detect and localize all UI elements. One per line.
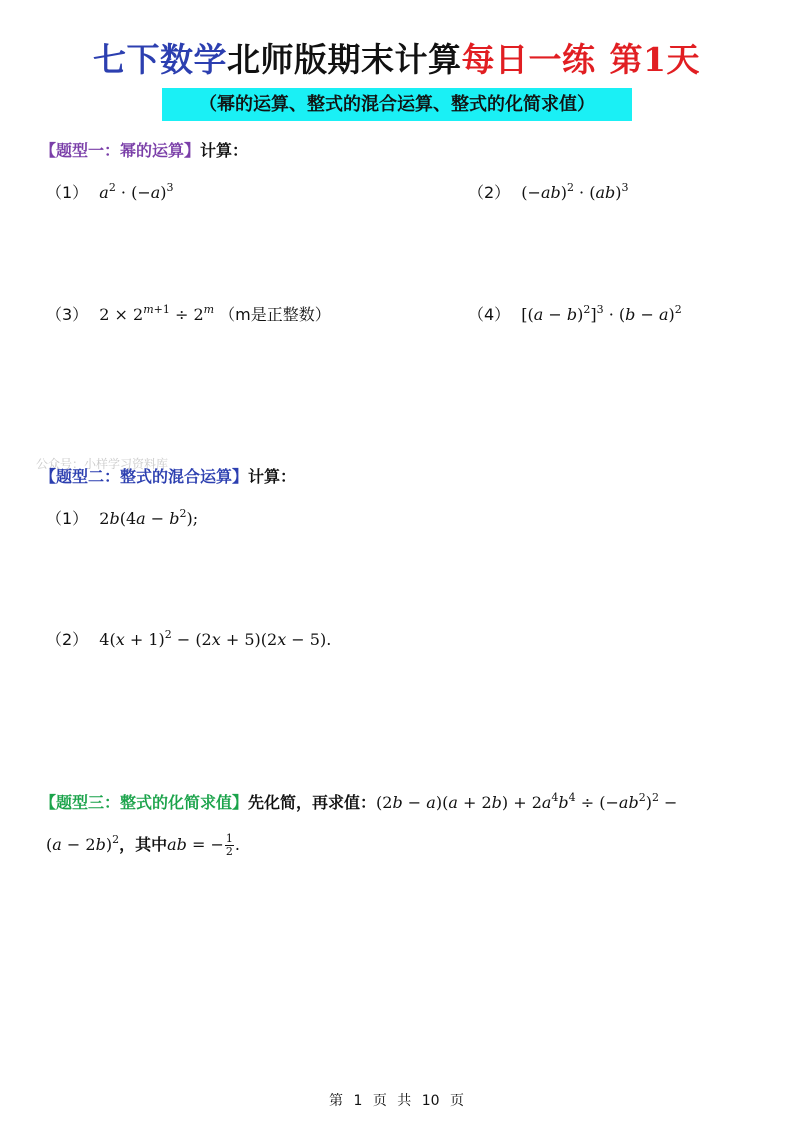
- title-grade: 七下数学: [93, 40, 228, 79]
- problem-1-4: [468, 302, 682, 325]
- problem-number: （2）: [46, 630, 89, 649]
- problem-2-2: [46, 627, 331, 650]
- problem-expression-line2: $(a - 2b)^2$: [46, 833, 120, 854]
- problem-expression: $[(a - b)^2]^3 \cdot (b - a)^2$: [521, 303, 682, 324]
- problem-number: （3）: [46, 305, 89, 324]
- condition-text: ，其中: [119, 835, 168, 854]
- page-subtitle: （幂的运算、整式的混合运算、整式的化简求值）: [162, 88, 632, 121]
- fraction-one-half: $\frac{1}{2}$: [225, 832, 233, 858]
- footer-page-number: 1: [353, 1093, 363, 1109]
- section-tag: 【题型一：幂的运算】: [40, 141, 201, 160]
- problem-expression: $a^2 \cdot (-a)^3$: [99, 181, 174, 202]
- condition-expression: ab = − $\frac{1}{2}$ .: [167, 832, 240, 858]
- section-tag: 【题型二：整式的混合运算】: [40, 467, 249, 486]
- problem-number: （1）: [46, 509, 89, 528]
- problem-number: （2）: [468, 183, 511, 202]
- section-heading-powers: [40, 138, 248, 161]
- footer-total-unit: 页: [450, 1093, 464, 1109]
- problem-expression: $2 \times 2^{m+1} \div 2^m$: [99, 303, 215, 324]
- title-day: 第1天: [609, 40, 700, 79]
- page-title: [0, 38, 793, 82]
- problem-expression: $4(x + 1)^2 - (2x + 5)(2x - 5)$.: [99, 628, 332, 649]
- problem-expression-line1: $(2b - a)(a + 2b) + 2a^4b^4 \div (-ab^2)^2$ −: [376, 791, 678, 812]
- problem-expression: $2b(4a - b^2)$;: [99, 507, 199, 528]
- problem-number: （4）: [468, 305, 511, 324]
- problem-expression: $(-ab)^2 \cdot (ab)^3$: [521, 181, 629, 202]
- section-instruction: 计算：: [200, 141, 249, 160]
- problem-number: （1）: [46, 183, 89, 202]
- title-topic: 北师版期末计算: [227, 40, 462, 79]
- footer-total-number: 10: [421, 1093, 440, 1109]
- section-heading-mixed-operations: [40, 464, 296, 487]
- problem-1-2: [468, 180, 629, 203]
- problem-1-3: [46, 302, 331, 325]
- watermark: 公众号：小样学习资料库: [36, 457, 169, 471]
- footer-page-word: 第: [328, 1093, 343, 1109]
- page-footer: [0, 1090, 793, 1110]
- section-instruction: 先化简，再求值：: [248, 793, 377, 812]
- title-daily: 每日一练: [461, 40, 596, 79]
- problem-1-1: [46, 180, 174, 203]
- section-heading-simplify-evaluate: [40, 790, 677, 813]
- problem-3-line2: [46, 832, 240, 858]
- problem-2-1: [46, 506, 198, 529]
- footer-page-unit: 页: [372, 1093, 387, 1109]
- footer-total-word: 共: [397, 1093, 412, 1109]
- problem-note: （m是正整数）: [219, 305, 331, 324]
- section-tag: 【题型三：整式的化简求值】: [40, 793, 249, 812]
- section-instruction: 计算：: [248, 467, 297, 486]
